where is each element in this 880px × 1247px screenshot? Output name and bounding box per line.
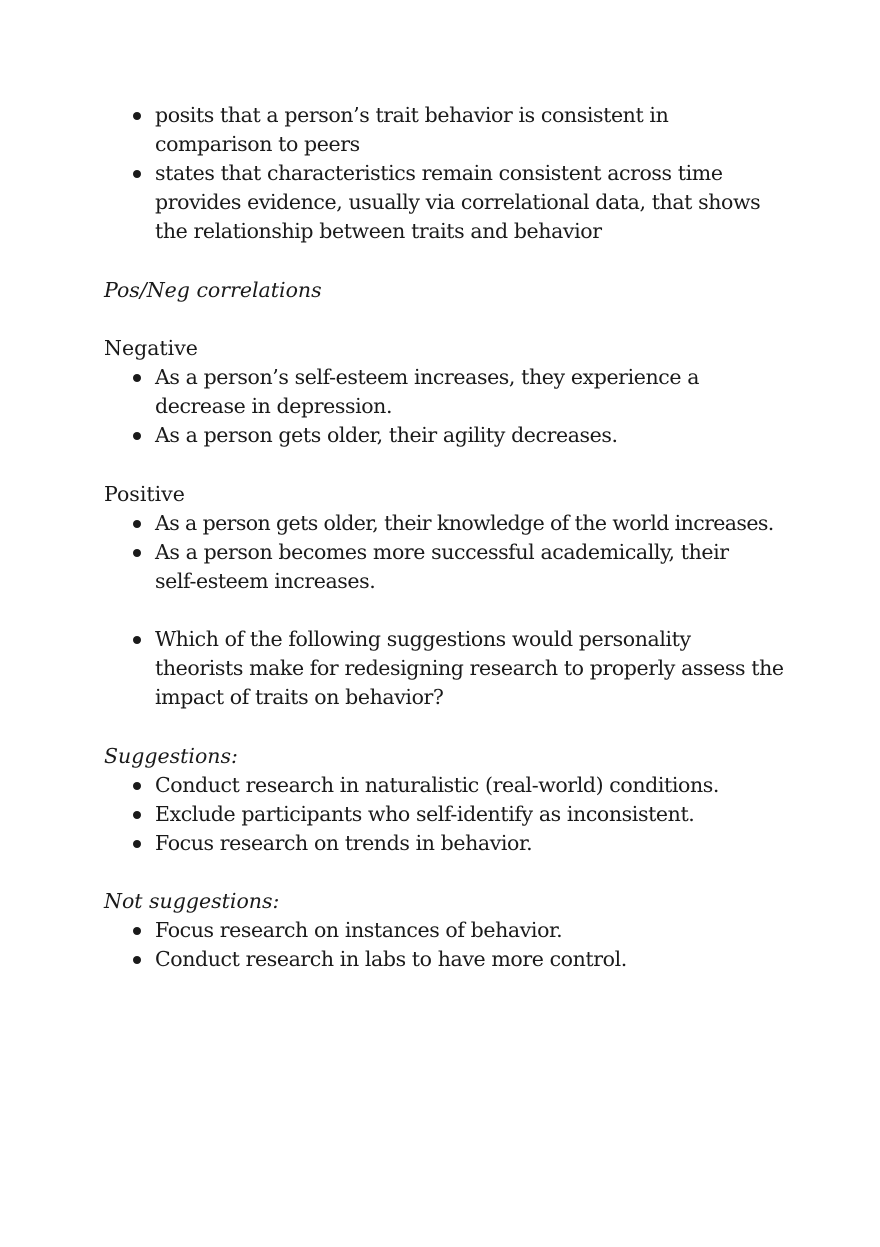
negative-section bbox=[104, 334, 794, 450]
suggestions-section bbox=[104, 742, 794, 858]
list-item bbox=[104, 625, 794, 712]
bullet-icon bbox=[133, 811, 141, 819]
section-heading: Positive bbox=[104, 482, 185, 506]
negative-bullet-list bbox=[104, 363, 794, 450]
bullet-icon bbox=[133, 636, 141, 644]
section-heading: Pos/Neg correlations bbox=[104, 278, 322, 302]
bullet-icon bbox=[133, 170, 141, 178]
list-item bbox=[104, 916, 794, 945]
list-item bbox=[104, 538, 794, 596]
list-item-text: As a person gets older, their knowledge of the world increases. bbox=[155, 511, 774, 535]
suggestions-bullet-list bbox=[104, 771, 794, 858]
not-suggestions-section bbox=[104, 887, 794, 974]
positive-bullet-list bbox=[104, 509, 794, 596]
list-item-text: Focus research on instances of behavior. bbox=[155, 918, 563, 942]
list-item-text: Which of the following suggestions would personality theorists make for redesigning research to properly assess the impact of traits on behavior? bbox=[155, 627, 784, 709]
list-item bbox=[104, 945, 794, 974]
pos-neg-section bbox=[104, 276, 794, 305]
list-item-text: Conduct research in labs to have more control. bbox=[155, 947, 627, 971]
list-item-text: Conduct research in naturalistic (real-world) conditions. bbox=[155, 773, 719, 797]
list-item-text: As a person gets older, their agility decreases. bbox=[155, 423, 618, 447]
list-item bbox=[104, 829, 794, 858]
bullet-icon bbox=[133, 549, 141, 557]
intro-bullet-list bbox=[104, 101, 794, 246]
bullet-icon bbox=[133, 112, 141, 120]
bullet-icon bbox=[133, 927, 141, 935]
list-item-text: Exclude participants who self-identify as inconsistent. bbox=[155, 802, 695, 826]
bullet-icon bbox=[133, 840, 141, 848]
bullet-icon bbox=[133, 782, 141, 790]
not-suggestions-bullet-list bbox=[104, 916, 794, 974]
bullet-icon bbox=[133, 520, 141, 528]
list-item bbox=[104, 363, 794, 421]
section-heading: Suggestions: bbox=[104, 744, 238, 768]
list-item bbox=[104, 101, 794, 159]
list-item-text: As a person becomes more successful academically, their self-esteem increases. bbox=[155, 540, 729, 593]
question-bullet-list bbox=[104, 625, 794, 712]
list-item bbox=[104, 421, 794, 450]
bullet-icon bbox=[133, 432, 141, 440]
positive-section bbox=[104, 480, 794, 596]
bullet-icon bbox=[133, 374, 141, 382]
list-item-text: Focus research on trends in behavior. bbox=[155, 831, 533, 855]
intro-section bbox=[104, 101, 794, 246]
list-item bbox=[104, 159, 794, 246]
section-heading: Negative bbox=[104, 336, 198, 360]
section-heading: Not suggestions: bbox=[104, 889, 280, 913]
list-item-text: As a person’s self-esteem increases, they experience a decrease in depression. bbox=[155, 365, 700, 418]
question-section bbox=[104, 625, 794, 712]
list-item-text: posits that a person’s trait behavior is consistent in comparison to peers bbox=[155, 103, 669, 156]
list-item bbox=[104, 800, 794, 829]
list-item-text: states that characteristics remain consistent across time provides evidence, usually via correlational data, that shows the relationship between traits and behavior bbox=[155, 161, 761, 243]
list-item bbox=[104, 509, 794, 538]
list-item bbox=[104, 771, 794, 800]
bullet-icon bbox=[133, 956, 141, 964]
